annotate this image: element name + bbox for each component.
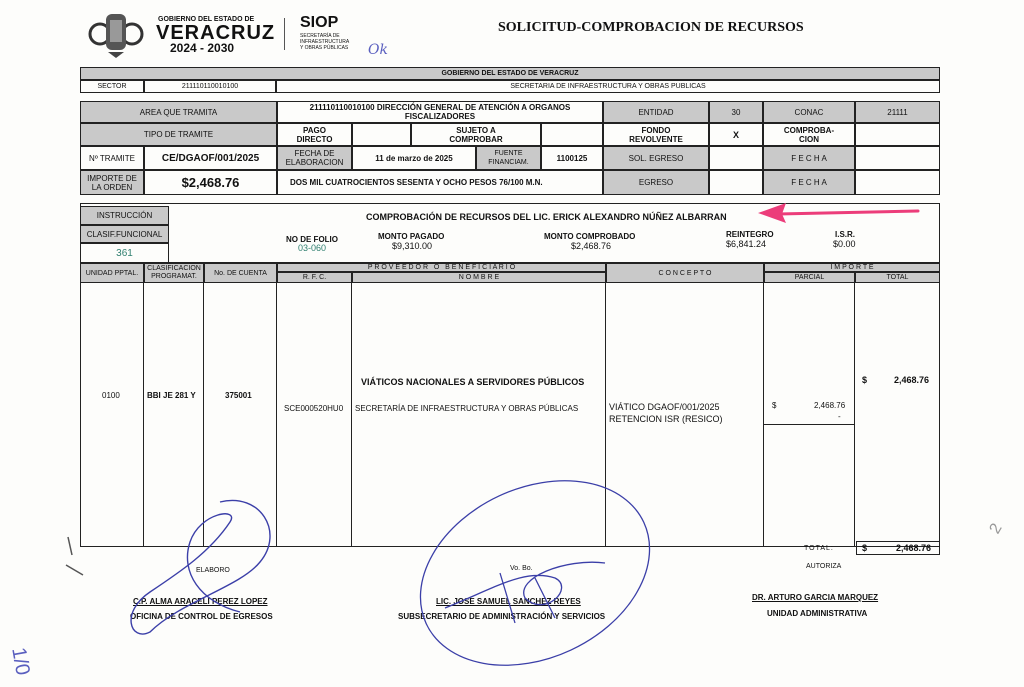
- total-currency: $: [862, 375, 868, 385]
- ntramite-value: CE/DGAOF/001/2025: [144, 146, 277, 170]
- egreso-label: EGRESO: [603, 170, 709, 195]
- autoriza-label: AUTORIZA: [806, 563, 842, 570]
- h-total: TOTAL: [855, 272, 940, 283]
- fuente-value: 1100125: [541, 146, 603, 170]
- siop-sub2: INFRAESTRUCTURA: [300, 39, 350, 45]
- h-cuenta: No. DE CUENTA: [204, 263, 277, 283]
- logo-divider: [284, 18, 285, 50]
- signer2-role: SUBSECRETARIO DE ADMINISTRACIÓN Y SERVICIOS: [398, 612, 606, 621]
- isr-value: $0.00: [833, 239, 856, 249]
- clasif-value: 361: [80, 243, 169, 263]
- reintegro-label: REINTEGRO: [726, 230, 774, 239]
- gov-title: GOBIERNO DEL ESTADO DE VERACRUZ: [80, 67, 940, 80]
- sujeto-box: [541, 123, 603, 146]
- tipo-label: TIPO DE TRAMITE: [80, 123, 277, 146]
- area-value: 211110110010100 DIRECCIÓN GENERAL DE ATENCIÓN A ORGANOS FISCALIZADORES: [277, 101, 603, 123]
- secretaria-label: SECRETARIA DE INFRAESTRUCTURA Y OBRAS PUBLICAS: [276, 80, 940, 93]
- area-label: AREA QUE TRAMITA: [80, 101, 277, 123]
- col-divider: [763, 283, 764, 547]
- pago-directo-box: [352, 123, 411, 146]
- fuente-label: FUENTE FINANCIAM.: [476, 146, 541, 170]
- sol-egreso-value: [709, 146, 763, 170]
- importe-label: IMPORTE DE LA ORDEN: [80, 170, 144, 195]
- total-value: 2,468.76: [894, 375, 930, 385]
- col-divider: [351, 283, 352, 547]
- sujeto-comprobar: SUJETO A COMPROBAR: [411, 123, 541, 146]
- parcial-currency: $: [772, 401, 777, 410]
- veracruz-seal-icon: [86, 8, 146, 58]
- siop-sub1: SECRETARÍA DE: [300, 33, 340, 39]
- col-divider: [854, 283, 855, 547]
- left-margin-mark: 1/0: [7, 645, 34, 678]
- h-importe: I M P O R T E: [764, 263, 940, 272]
- concepto-2: RETENCION ISR (RESICO): [609, 414, 723, 424]
- folio-label: NO DE FOLIO: [286, 235, 338, 244]
- h-proveedor: P R O V E E D O R O B E N E F I C I A R I O: [277, 263, 606, 272]
- signer3-name: DR. ARTURO GARCIA MARQUEZ: [752, 593, 879, 602]
- handwritten-ok: Ok: [368, 42, 388, 58]
- nombre-value: SECRETARÍA DE INFRAESTRUCTURA Y OBRAS PÚBLICAS: [355, 404, 579, 413]
- signer3-role: UNIDAD ADMINISTRATIVA: [767, 609, 868, 618]
- fecha-elab-value: 11 de marzo de 2025: [352, 146, 476, 170]
- isr-label: I.S.R.: [835, 230, 856, 239]
- doc-title: SOLICITUD-COMPROBACION DE RECURSOS: [498, 20, 804, 35]
- entidad-value: 30: [709, 101, 763, 123]
- parcial-value: 2,468.76: [814, 401, 846, 410]
- conac-label: CONAC: [763, 101, 855, 123]
- fondo-mark: X: [709, 123, 763, 146]
- signature-1: [120, 492, 290, 642]
- grand-total-currency: $: [862, 543, 868, 553]
- fecha2-label: F E C H A: [763, 170, 855, 195]
- signer1-role: OFICINA DE CONTROL DE EGRESOS: [130, 612, 273, 621]
- grand-total-value: 2,468.76: [896, 543, 932, 553]
- fecha-elab-label: FECHA DE ELABORACION: [277, 146, 352, 170]
- siop-sub3: Y OBRAS PÚBLICAS: [300, 45, 349, 51]
- rfc-value: SCE000520HU0: [284, 404, 344, 413]
- egreso-value: [709, 170, 763, 195]
- concepto-1: VIÁTICO DGAOF/001/2025: [609, 402, 720, 412]
- signer2-name: LIC. JOSE SAMUEL SANCHEZ REYES: [436, 597, 581, 606]
- cuenta-value: 375001: [225, 391, 252, 400]
- ntramite-label: Nº TRAMITE: [80, 146, 144, 170]
- monto-pagado-label: MONTO PAGADO: [378, 232, 445, 241]
- comprobacion: COMPROBA- CION: [763, 123, 855, 146]
- importe-value: $2,468.76: [144, 170, 277, 195]
- folio-value: 03-060: [298, 243, 327, 253]
- monto-comprobado-label: MONTO COMPROBADO: [544, 232, 636, 241]
- fondo-revolvente: FONDO REVOLVENTE: [603, 123, 709, 146]
- logo-line3: 2024 - 2030: [170, 41, 235, 55]
- h-nombre: N O M B R E: [352, 272, 606, 283]
- h-unidad: UNIDAD PPTAL.: [80, 263, 144, 283]
- parcial-dash: -: [838, 412, 841, 421]
- h-clasif: CLASIFICACION PROGRAMAT.: [144, 263, 204, 283]
- importe-letra: DOS MIL CUATROCIENTOS SESENTA Y OCHO PESOS 76/100 M.N.: [277, 170, 603, 195]
- comprobacion-box: [855, 123, 940, 146]
- monto-pagado-value: $9,310.00: [392, 241, 433, 251]
- entidad-label: ENTIDAD: [603, 101, 709, 123]
- conac-value: 21111: [855, 101, 940, 123]
- parcial-underline: [764, 424, 855, 425]
- signature-2: [405, 478, 665, 673]
- sol-egreso-label: SOL. EGRESO: [603, 146, 709, 170]
- sector-value: 211110110010100: [144, 80, 276, 93]
- nombre-title: VIÁTICOS NACIONALES A SERVIDORES PÚBLICOS: [361, 377, 585, 387]
- instruccion-label: INSTRUCCIÓN: [80, 206, 169, 225]
- h-parcial: PARCIAL: [764, 272, 855, 283]
- monto-comprobado-value: $2,468.76: [571, 241, 612, 251]
- h-concepto: C O N C E P T O: [606, 263, 764, 283]
- fecha1-label: F E C H A: [763, 146, 855, 170]
- left-scribble-mark: [58, 535, 88, 585]
- pago-directo: PAGO DIRECTO: [277, 123, 352, 146]
- clasif-label: CLASIF.FUNCIONAL: [80, 225, 169, 243]
- total-label: TOTAL:: [804, 545, 834, 552]
- fecha1-value: [855, 146, 940, 170]
- right-margin-mark: 2: [986, 520, 1006, 537]
- logo-line1: GOBIERNO DEL ESTADO DE: [158, 16, 255, 23]
- reintegro-value: $6,841.24: [726, 239, 767, 249]
- vobo-label: Vo. Bo.: [510, 565, 533, 572]
- sector-label: SECTOR: [80, 80, 144, 93]
- clasif-prog-value: BBI JE 281 Y: [147, 391, 196, 400]
- instruccion-text: COMPROBACIÓN DE RECURSOS DEL LIC. ERICK ALEXANDRO NÚÑEZ ALBARRAN: [366, 212, 727, 222]
- pointer-arrow-icon: [756, 200, 922, 224]
- elaboro-label: ELABORO: [196, 567, 230, 574]
- fecha2-value: [855, 170, 940, 195]
- logo-line2: VERACRUZ: [156, 22, 276, 44]
- siop-title: SIOP: [300, 14, 339, 31]
- h-rfc: R. F. C.: [277, 272, 352, 283]
- unidad-value: 0100: [102, 391, 120, 400]
- signer1-name: C.P. ALMA ARACELI PEREZ LOPEZ: [133, 597, 268, 606]
